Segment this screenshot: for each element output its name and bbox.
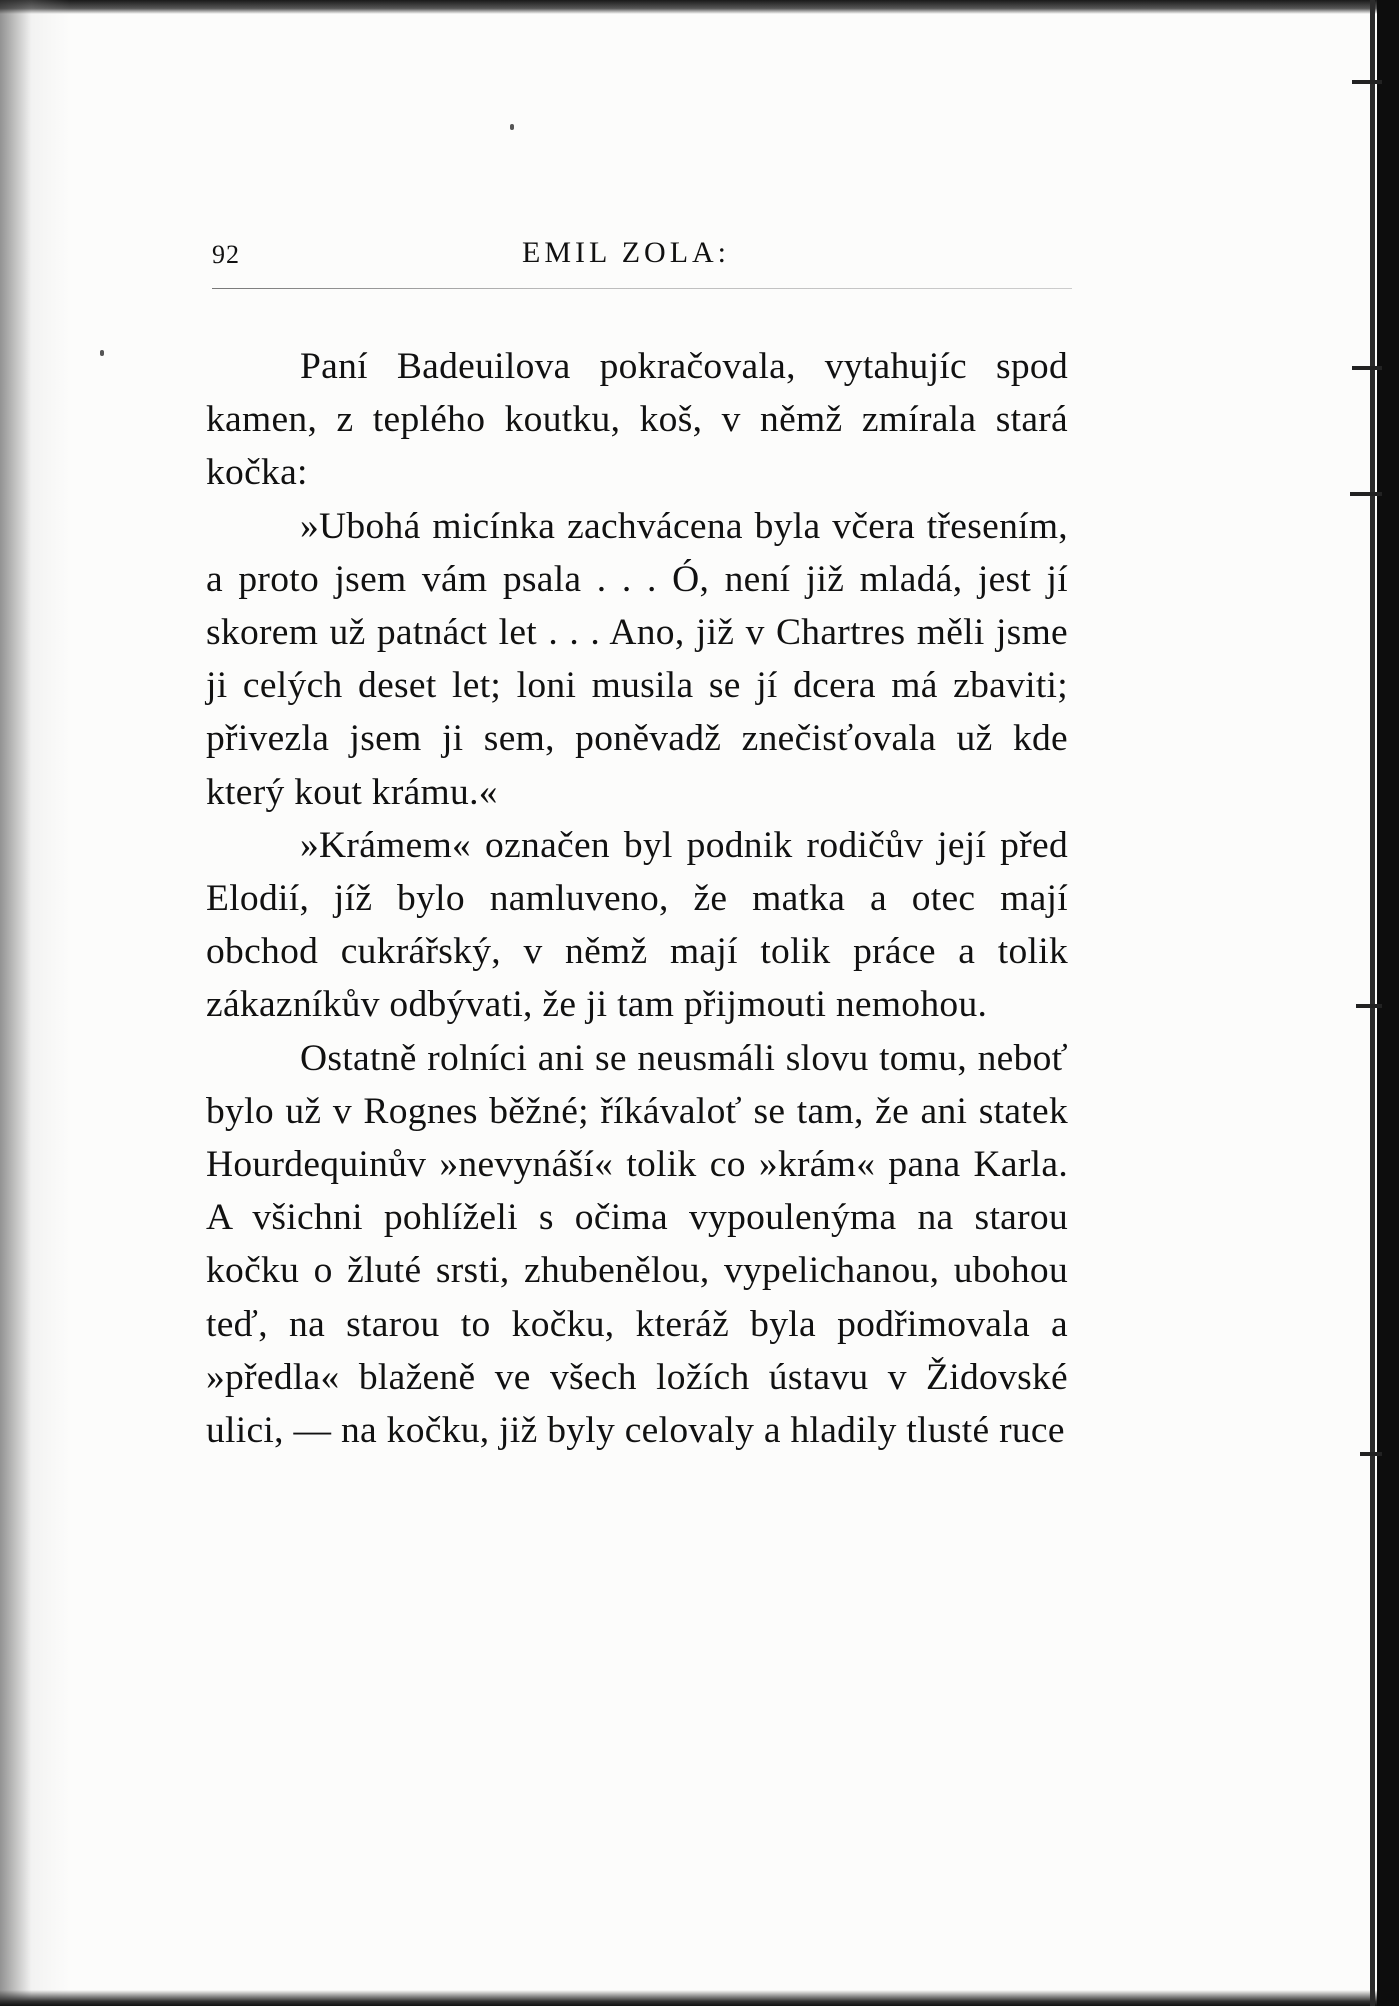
binding-mark bbox=[1350, 492, 1382, 496]
paragraph: »Ubohá micínka zachvácena byla včera třesením, a proto jsem vám psala . . . Ó, není již mladá, jest jí skorem už patnáct let . . . Ano, již v Chartres měli jsme ji celých deset let; loni musila se jí dcera má zbaviti; přivezla jsem ji sem, poněvadž znečisťovala už kde který kout krámu.« bbox=[206, 505, 1068, 813]
page-header bbox=[212, 236, 1072, 276]
binding-mark bbox=[1360, 1452, 1382, 1456]
header-rule bbox=[212, 288, 1072, 289]
paragraph: Ostatně rolníci ani se neusmáli slovu tomu, neboť bylo už v Rognes běžné; říkávaloť se tam, že ani statek Hourdequinův »nevynáší« tolik co »krám« pana Karla. A všichni pohlíželi s očima vypoulenýma na starou kočku o žluté srsti, zhubenělou, vypelichanou, ubohou teď, na starou to kočku, kteráž byla podřimovala a »předla« blaženě ve všech ložích ústavu v Židovské ulici, — na kočku, již byly celovaly a hladily tlusté ruce bbox=[206, 1037, 1068, 1452]
scan-speck bbox=[100, 350, 104, 356]
binding-mark bbox=[1352, 80, 1382, 84]
scan-edge-bottom bbox=[0, 1990, 1399, 2006]
binding-mark bbox=[1352, 366, 1382, 370]
body-text bbox=[206, 340, 1068, 1457]
paragraph: »Krámem« označen byl podnik rodičův její před Elodií, jíž bylo namluveno, že matka a otec mají obchod cukrářský, v němž mají tolik práce a tolik zákazníkův odbývati, že ji tam přijmouti nemohou. bbox=[206, 824, 1068, 1026]
running-head: EMIL ZOLA: bbox=[522, 236, 731, 269]
scan-speck bbox=[510, 124, 514, 130]
scan-edge-right bbox=[1377, 0, 1399, 2006]
scan-binding-line bbox=[1370, 0, 1375, 2006]
binding-mark bbox=[1356, 1004, 1382, 1008]
page-number: 92 bbox=[212, 240, 240, 269]
scan-edge-top bbox=[0, 0, 1399, 14]
scan-edge-left bbox=[0, 0, 70, 2006]
paragraph: Paní Badeuilova pokračovala, vytahujíc spod kamen, z teplého koutku, koš, v němž zmírala stará kočka: bbox=[206, 346, 1068, 494]
